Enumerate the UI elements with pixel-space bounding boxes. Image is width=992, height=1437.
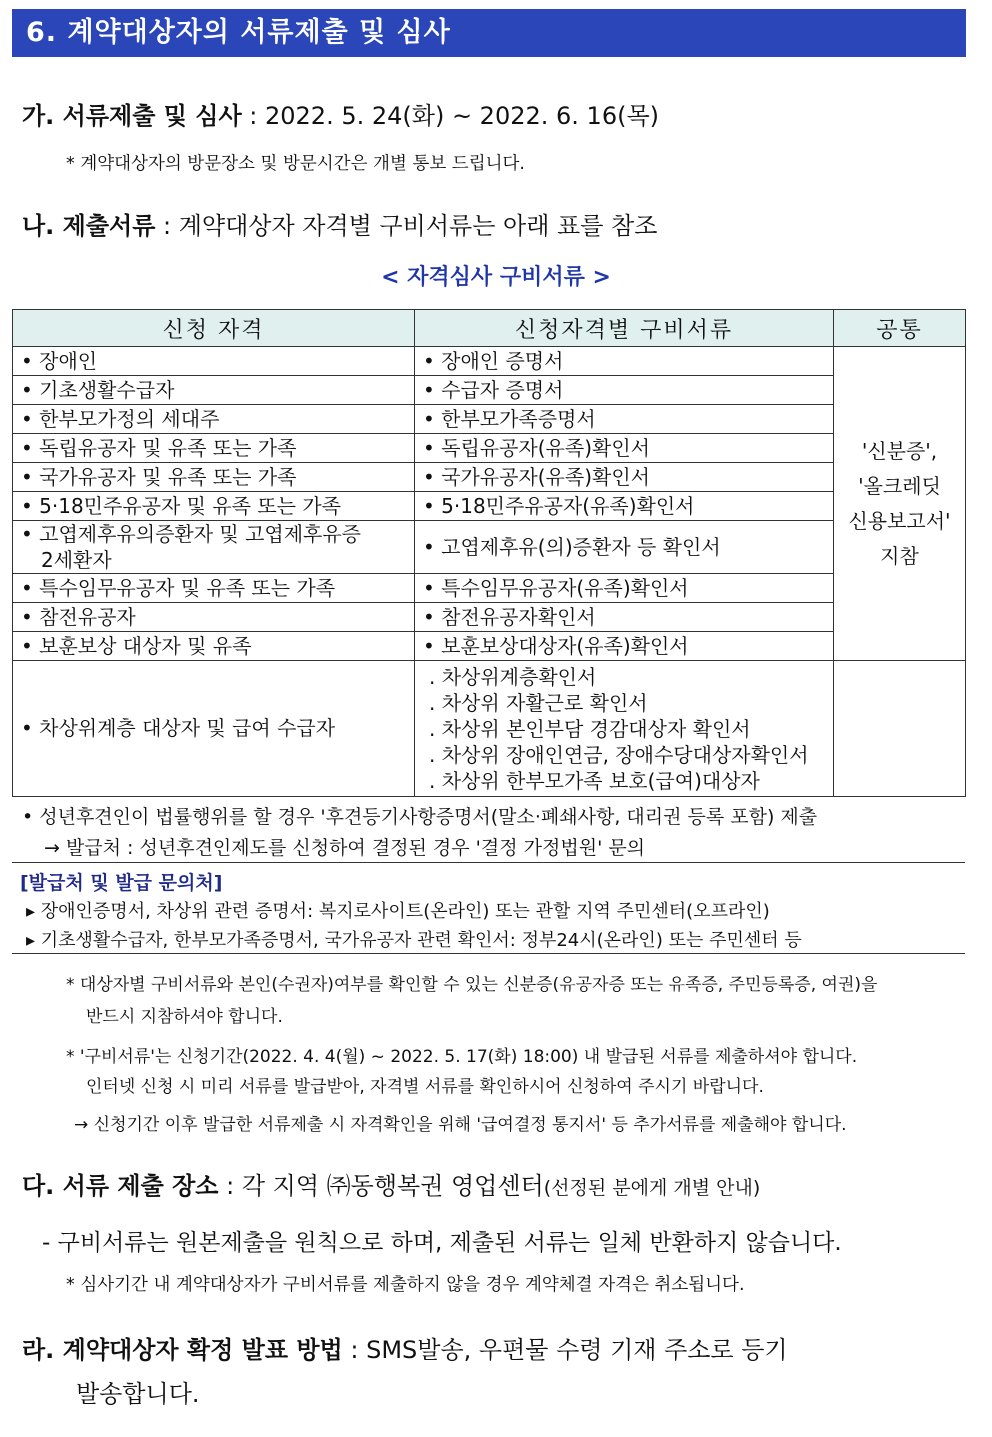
heading-ga-sep: :	[241, 102, 265, 130]
header-qualification: 신청 자격	[13, 310, 415, 347]
heading-ra	[22, 1330, 788, 1365]
table-cell-qualification: • 독립유공자 및 유족 또는 가족	[13, 434, 415, 463]
table-cell-qualification: • 한부모가정의 세대주	[13, 405, 415, 434]
issue-item: ▸ 장애인증명서, 차상위 관련 증명서: 복지로사이트(온라인) 또는 관할 지역 주민센터(오프라인)	[26, 901, 770, 922]
document-line: . 차상위 자활근로 확인서	[429, 690, 648, 715]
heading-na	[22, 206, 657, 241]
common-line: 신용보고서'	[848, 508, 951, 533]
heading-ga	[22, 96, 659, 131]
heading-da-label: 다. 서류 제출 장소	[22, 1172, 219, 1200]
issue-title: [발급처 및 발급 문의처]	[20, 872, 223, 894]
common-line: '올크레딧	[858, 473, 941, 498]
note-visit: * 계약대상자의 방문장소 및 방문시간은 개별 통보 드립니다.	[66, 154, 525, 174]
qualification-line: • 고엽제후유의증환자 및 고엽제후유증	[21, 522, 361, 546]
heading-ga-text: 2022. 5. 24(화) ~ 2022. 6. 16(목)	[265, 102, 659, 130]
table-cell-qualification: • 5·18민주유공자 및 유족 또는 가족	[13, 492, 415, 521]
table-cell-qualification: • 보훈보상 대상자 및 유족	[13, 632, 415, 661]
common-line: '신분증',	[861, 438, 938, 463]
table-cell-document: • 참전유공자확인서	[415, 603, 834, 632]
table-title: < 자격심사 구비서류 >	[381, 265, 611, 290]
table-cell-qualification	[13, 521, 415, 574]
heading-ra-text: SMS발송, 우편물 수령 기재 주소로 등기	[366, 1336, 788, 1364]
header-documents: 신청자격별 구비서류	[415, 310, 834, 347]
guardian-issuer: → 발급처 : 성년후견인제도를 신청하여 결정된 경우 '결정 가정법원' 문의	[44, 837, 646, 859]
heading-da-sep: :	[218, 1172, 242, 1200]
heading-da-text: 각 지역 ㈜동행복권 영업센터	[241, 1172, 544, 1200]
table-cell-document: • 국가유공자(유족)확인서	[415, 463, 834, 492]
table-cell-empty	[834, 661, 966, 797]
original-docs-note: - 구비서류는 원본제출을 원칙으로 하며, 제출된 서류는 일체 반환하지 않습니다.	[42, 1230, 842, 1256]
document-line: . 차상위 한부모가족 보호(급여)대상자	[429, 768, 760, 793]
common-line: 지참	[880, 543, 919, 568]
section-title: 6. 계약대상자의 서류제출 및 심사	[12, 9, 966, 57]
documents-table	[12, 309, 966, 797]
table-cell-document: • 한부모가족증명서	[415, 405, 834, 434]
note-period: * '구비서류'는 신청기간(2022. 4. 4(월) ~ 2022. 5. 17(화) 18:00) 내 발급된 서류를 제출하셔야 합니다.	[66, 1047, 858, 1067]
heading-na-label: 나. 제출서류	[22, 212, 156, 240]
table-cell-qualification: • 국가유공자 및 유족 또는 가족	[13, 463, 415, 492]
qualification-line: 2세환자	[41, 548, 112, 572]
heading-ra-sep: :	[342, 1336, 367, 1364]
table-cell-document: • 보훈보상대상자(유족)확인서	[415, 632, 834, 661]
table-cell-qualification: • 참전유공자	[13, 603, 415, 632]
divider	[12, 953, 965, 954]
table-cell-document: • 특수임무유공자(유족)확인서	[415, 574, 834, 603]
table-cell-document: • 고엽제후유(의)증환자 등 확인서	[415, 521, 834, 574]
header-common: 공통	[834, 310, 966, 347]
heading-da-small: (선정된 분에게 개별 안내)	[543, 1177, 761, 1199]
heading-ga-label: 가. 서류제출 및 심사	[22, 102, 242, 130]
table-cell-document: • 5·18민주유공자(유족)확인서	[415, 492, 834, 521]
note-cancel: * 심사기간 내 계약대상자가 구비서류를 제출하지 않을 경우 계약체결 자격은 취소됩니다.	[66, 1275, 745, 1295]
note-period-2: 인터넷 신청 시 미리 서류를 발급받아, 자격별 서류를 확인하시어 신청하여 주시기 바랍니다.	[86, 1077, 764, 1097]
table-cell-qualification: • 장애인	[13, 347, 415, 376]
heading-na-text: 계약대상자 자격별 구비서류는 아래 표를 참조	[178, 212, 658, 240]
document-line: . 차상위 본인부담 경감대상자 확인서	[429, 716, 751, 741]
guardian-note: • 성년후견인이 법률행위를 할 경우 '후견등기사항증명서(말소·폐쇄사항, 대리권 등록 포함) 제출	[22, 806, 818, 828]
table-cell-qualification: • 기초생활수급자	[13, 376, 415, 405]
note-id: * 대상자별 구비서류와 본인(수권자)여부를 확인할 수 있는 신분증(유공자증 또는 유족증, 주민등록증, 여권)을	[66, 975, 878, 995]
heading-ra-text-2: 발송합니다.	[76, 1380, 200, 1408]
document-line: . 차상위계층확인서	[429, 664, 597, 689]
note-id-2: 반드시 지참하셔야 합니다.	[86, 1007, 283, 1027]
table-cell-qualification: • 특수임무유공자 및 유족 또는 가족	[13, 574, 415, 603]
table-cell-document	[415, 661, 834, 797]
document-line: . 차상위 장애인연금, 장애수당대상자확인서	[429, 742, 809, 767]
heading-da	[22, 1166, 760, 1201]
note-additional: → 신청기간 이후 발급한 서류제출 시 자격확인을 위해 '급여결정 통지서' 등 추가서류를 제출해야 합니다.	[74, 1115, 847, 1135]
common-documents-cell	[834, 347, 966, 661]
table-cell-qualification: • 차상위계층 대상자 및 급여 수급자	[13, 661, 415, 797]
heading-ra-label: 라. 계약대상자 확정 발표 방법	[22, 1336, 343, 1364]
heading-na-sep: :	[155, 212, 179, 240]
issue-item: ▸ 기초생활수급자, 한부모가족증명서, 국가유공자 관련 확인서: 정부24시(온라인) 또는 주민센터 등	[26, 930, 802, 951]
table-cell-document: • 장애인 증명서	[415, 347, 834, 376]
table-cell-document: • 독립유공자(유족)확인서	[415, 434, 834, 463]
divider	[12, 862, 965, 863]
table-cell-document: • 수급자 증명서	[415, 376, 834, 405]
